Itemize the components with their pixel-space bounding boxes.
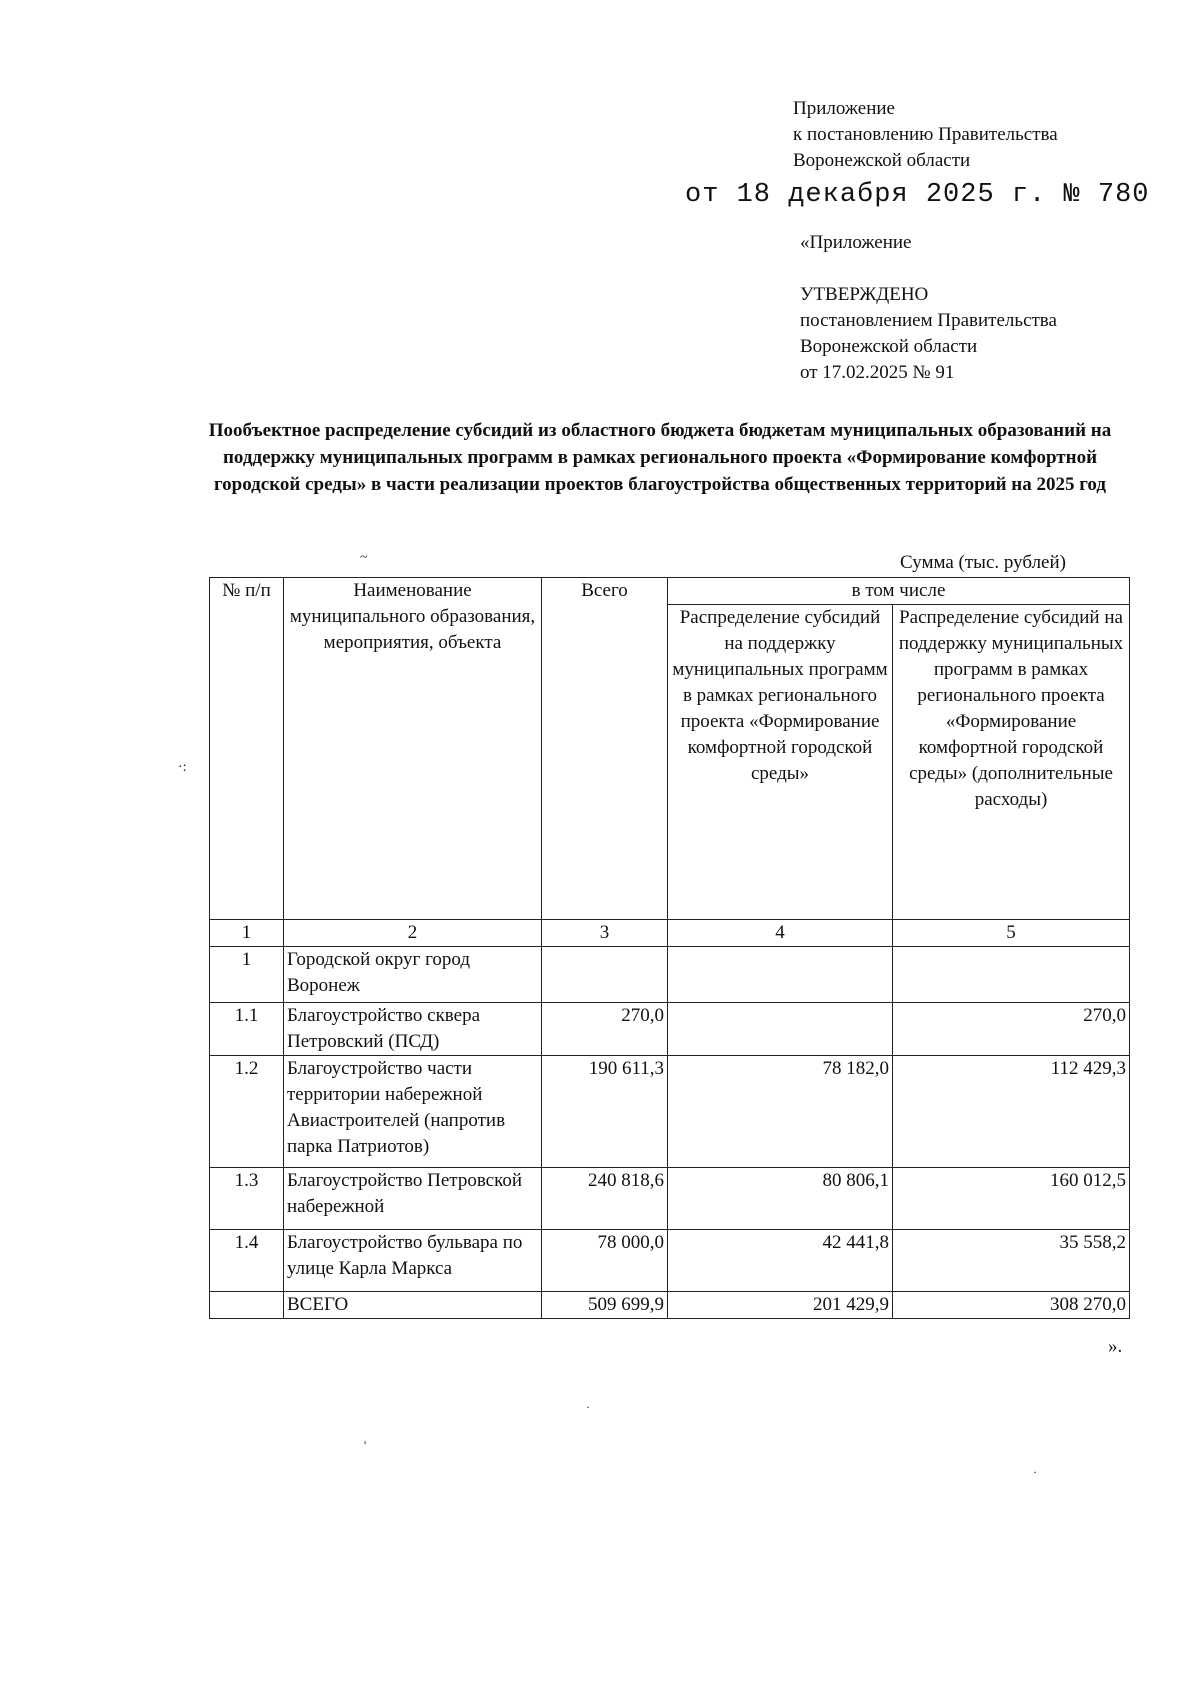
- row-total: 240 818,6: [542, 1168, 668, 1230]
- header-num: № п/п: [210, 578, 284, 920]
- table-row: [210, 947, 1130, 1003]
- row-name: Городской округ город Воронеж: [284, 947, 542, 1003]
- row-name: Благоустройство Петровской набережной: [284, 1168, 542, 1230]
- scan-mark: ~: [360, 550, 368, 565]
- header-line: Приложение: [793, 98, 895, 119]
- row-col4: [668, 947, 893, 1003]
- header-total: Всего: [542, 578, 668, 920]
- row-col5: 112 429,3: [893, 1056, 1130, 1168]
- row-total: 78 000,0: [542, 1230, 668, 1292]
- total-col5: 308 270,0: [893, 1292, 1130, 1319]
- approval-line: УТВЕРЖДЕНО: [800, 284, 929, 305]
- row-total: 270,0: [542, 1003, 668, 1056]
- row-num: 1: [210, 947, 284, 1003]
- approval-line: «Приложение: [800, 232, 912, 253]
- column-number-row: [210, 920, 1130, 947]
- row-total: 190 611,3: [542, 1056, 668, 1168]
- total-row: [210, 1292, 1130, 1319]
- row-num: 1.2: [210, 1056, 284, 1168]
- appendix-header: [793, 96, 1058, 174]
- total-num: [210, 1292, 284, 1319]
- total-col4: 201 429,9: [668, 1292, 893, 1319]
- approval-line: Воронежской области: [800, 336, 978, 357]
- row-col4: 78 182,0: [668, 1056, 893, 1168]
- row-col5: 35 558,2: [893, 1230, 1130, 1292]
- row-num: 1.1: [210, 1003, 284, 1056]
- table-row: [210, 1168, 1130, 1230]
- column-number: 1: [210, 920, 284, 947]
- row-col5: 270,0: [893, 1003, 1130, 1056]
- approval-line: от 17.02.2025 № 91: [800, 362, 955, 383]
- approval-line: постановлением Правительства: [800, 310, 1057, 331]
- row-col4: [668, 1003, 893, 1056]
- row-name: Благоустройство части территории набережной Авиастроителей (напротив парка Патриотов): [284, 1056, 542, 1168]
- row-col5: 160 012,5: [893, 1168, 1130, 1230]
- closing-quote: ».: [1108, 1336, 1123, 1357]
- column-number: 2: [284, 920, 542, 947]
- row-name: Благоустройство бульвара по улице Карла Маркса: [284, 1230, 542, 1292]
- row-name: Благоустройство сквера Петровский (ПСД): [284, 1003, 542, 1056]
- column-number: 3: [542, 920, 668, 947]
- scan-mark: ': [364, 1438, 367, 1452]
- row-col4: 80 806,1: [668, 1168, 893, 1230]
- column-number: 5: [893, 920, 1130, 947]
- row-num: 1.3: [210, 1168, 284, 1230]
- header-line: Воронежской области: [793, 150, 971, 171]
- column-number: 4: [668, 920, 893, 947]
- document-title: Пообъектное распределение субсидий из областного бюджета бюджетам муниципальных образований на поддержку муниципальных программ в рамках регионального проекта «Формирование комфортной городской среды» в части реализации проектов благоустройства общественных территорий на 2025 год: [208, 420, 1112, 495]
- table-row: [210, 1056, 1130, 1168]
- subsidy-table: [209, 577, 1130, 1319]
- table-row: [210, 1230, 1130, 1292]
- scan-mark: ·: [586, 1400, 590, 1414]
- row-total: [542, 947, 668, 1003]
- row-col4: 42 441,8: [668, 1230, 893, 1292]
- total-sum: 509 699,9: [542, 1292, 668, 1319]
- table-header-row: [210, 578, 1130, 605]
- scan-mark: ·:: [178, 760, 187, 775]
- header-including: в том числе: [668, 578, 1130, 605]
- total-label: ВСЕГО: [284, 1292, 542, 1319]
- table-row: [210, 1003, 1130, 1056]
- header-name: Наименование муниципального образования, мероприятия, объекта: [284, 578, 542, 920]
- header-col4: Распределение субсидий на поддержку муниципальных программ в рамках регионального проекта «Формирование комфортной городской среды»: [668, 605, 893, 920]
- row-num: 1.4: [210, 1230, 284, 1292]
- scan-mark: ·: [1033, 1465, 1037, 1479]
- resolution-date-stamp: от 18 декабря 2025 г. № 780: [685, 180, 1150, 210]
- unit-label: Сумма (тыс. рублей): [900, 552, 1066, 573]
- row-col5: [893, 947, 1130, 1003]
- header-col5: Распределение субсидий на поддержку муниципальных программ в рамках регионального проекта «Формирование комфортной городской среды» (дополнительные расходы): [893, 605, 1130, 920]
- header-line: к постановлению Правительства: [793, 124, 1058, 145]
- approval-block: [800, 230, 1057, 386]
